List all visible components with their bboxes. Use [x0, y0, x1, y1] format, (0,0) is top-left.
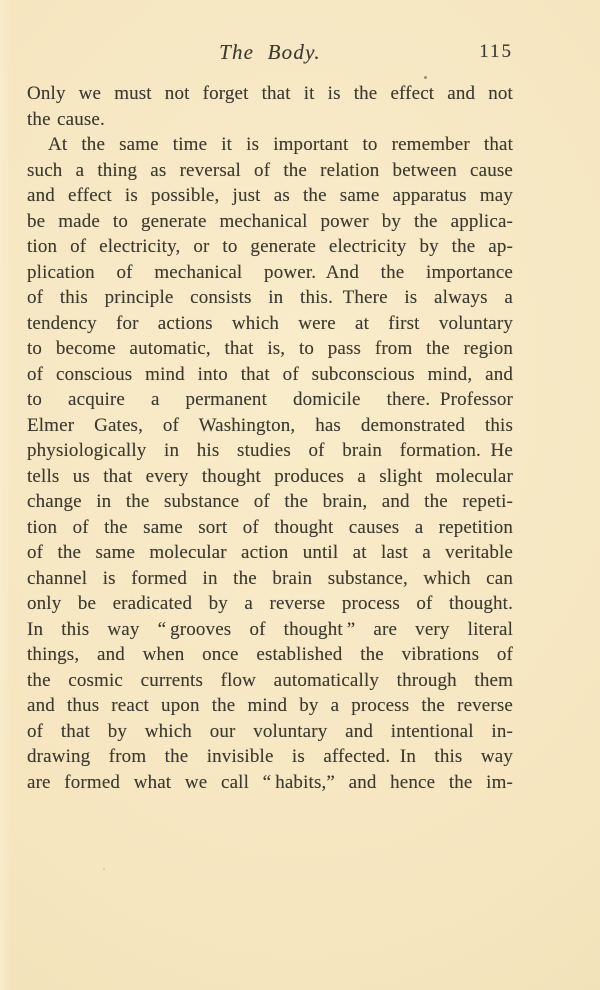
text-line: channel is formed in the brain substance, which can: [27, 567, 513, 589]
text-line: plication of mechanical power. And the importance: [27, 261, 513, 283]
text-line: to acquire a permanent domicile there. Professor: [27, 389, 513, 410]
running-header: [27, 40, 513, 68]
text-block: [27, 81, 513, 795]
text-line: Elmer Gates, of Washington, has demonstrated this: [27, 414, 513, 436]
text-line: the cosmic currents flow automatically through them: [27, 669, 513, 691]
text-line: tion of electricity, or to generate electricity by the ap-: [27, 236, 513, 257]
text-line: and effect is possible, just as the same apparatus may: [27, 185, 513, 206]
text-line: In this way “ grooves of thought ” are very literal: [27, 618, 513, 640]
text-line: Only we must not forget that it is the effect and not: [27, 83, 513, 104]
text-line: change in the substance of the brain, and the repeti-: [27, 491, 513, 512]
text-line: tion of the same sort of thought causes a repetition: [27, 516, 513, 538]
text-line: the cause.: [27, 108, 105, 130]
page-number: 115: [479, 41, 513, 62]
text-line: of the same molecular action until at last a veritable: [27, 542, 513, 563]
text-line: things, and when once established the vibrations of: [27, 644, 513, 665]
text-line: tells us that every thought produces a slight molecular: [27, 465, 513, 487]
text-line: tendency for actions which were at first voluntary: [27, 312, 513, 334]
text-line: At the same time it is important to remember that: [48, 134, 513, 155]
text-line: be made to generate mechanical power by the applica-: [27, 210, 513, 232]
text-line: of this principle consists in this. There is always a: [27, 287, 513, 308]
text-line: of that by which our voluntary and intentional in-: [27, 720, 513, 742]
text-line: of conscious mind into that of subconscious mind, and: [27, 363, 513, 385]
paper-speck: [103, 868, 105, 870]
paper-speck: [424, 76, 427, 79]
text-line: are formed what we call “ habits,” and hence the im-: [27, 771, 513, 793]
text-line: only be eradicated by a reverse process of thought.: [27, 593, 513, 614]
running-header-title: The Body.: [219, 40, 321, 64]
text-line: such a thing as reversal of the relation between cause: [27, 159, 513, 181]
text-line: and thus react upon the mind by a process the reverse: [27, 695, 513, 716]
text-line: physiologically in his studies of brain formation. He: [27, 440, 513, 461]
text-line: to become automatic, that is, to pass from the region: [27, 338, 513, 359]
text-line: drawing from the invisible is affected. In this way: [27, 746, 513, 767]
